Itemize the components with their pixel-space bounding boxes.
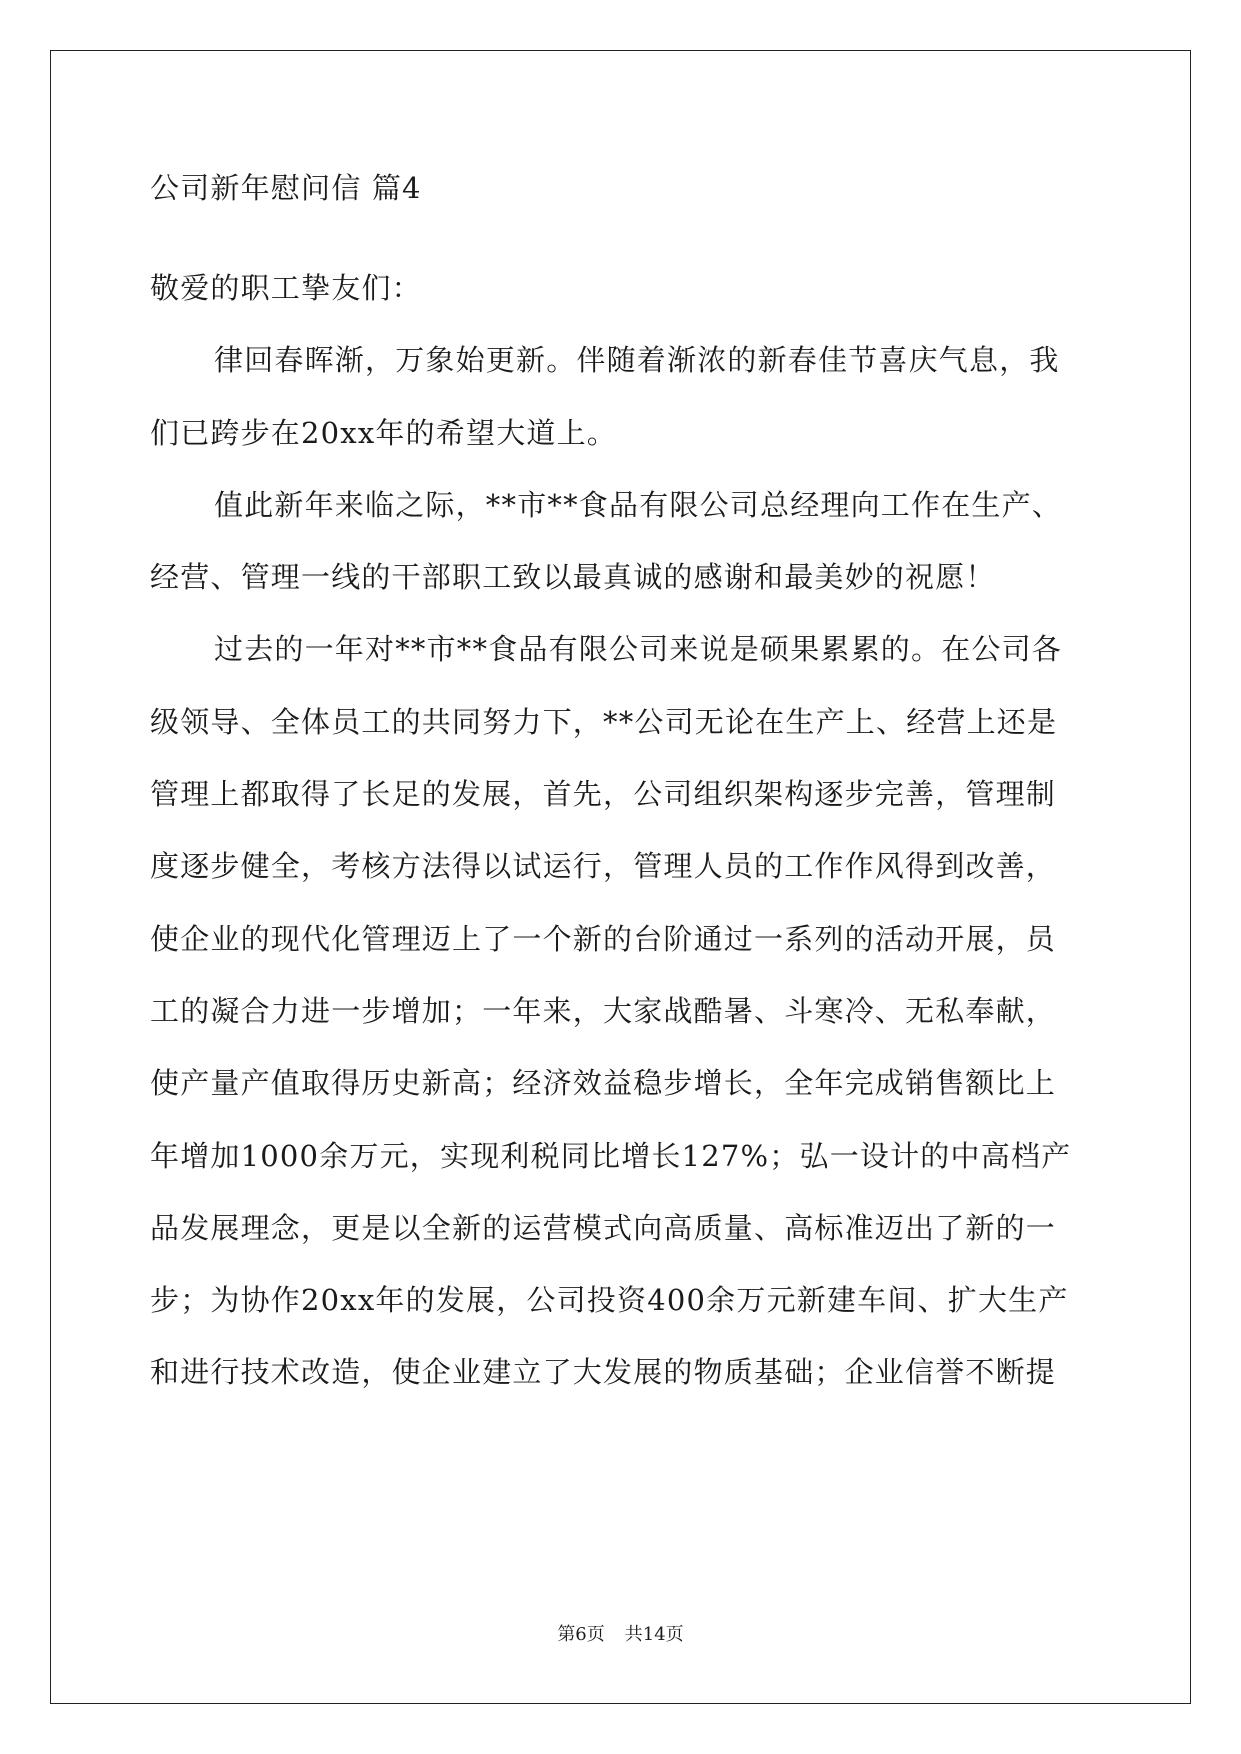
body-line: 品发展理念，更是以全新的运营模式向高质量、高标准迈出了新的一 — [150, 1210, 1057, 1245]
body-line: 级领导、全体员工的共同努力下，**公司无论在生产上、经营上还是 — [150, 704, 1058, 739]
body-line: 经营、管理一线的干部职工致以最真诚的感谢和最美妙的祝愿！ — [150, 560, 996, 595]
body-line: 律回春晖渐，万象始更新。伴随着渐浓的新春佳节喜庆气息，我 — [214, 343, 1060, 378]
page-footer — [0, 1623, 1241, 1647]
body-line: 使企业的现代化管理迈上了一个新的台阶通过一系列的活动开展，员 — [150, 921, 1057, 956]
body-line: 使产量产值取得历史新高；经济效益稳步增长，全年完成销售额比上 — [150, 1066, 1057, 1101]
body-line: 管理上都取得了长足的发展，首先，公司组织架构逐步完善，管理制 — [150, 777, 1057, 812]
body-lines — [150, 340, 1095, 1424]
body-line: 和进行技术改造，使企业建立了大发展的物质基础；企业信誉不断提 — [150, 1355, 1057, 1390]
body-line: 过去的一年对**市**食品有限公司来说是硕果累累的。在公司各 — [214, 632, 1063, 667]
page-total: 共14页 — [624, 1624, 684, 1645]
salutation: 敬爱的职工挚友们： — [150, 271, 422, 305]
body-line: 值此新年来临之际，**市**食品有限公司总经理向工作在生产、 — [214, 487, 1063, 522]
body-line: 工的凝合力进一步增加；一年来，大家战酷暑、斗寒冷、无私奉献， — [150, 993, 1057, 1028]
body-line: 度逐步健全，考核方法得以试运行，管理人员的工作作风得到改善， — [150, 849, 1057, 884]
document-title: 公司新年慰问信 篇4 — [150, 171, 422, 205]
body-line: 年增加1000余万元，实现利税同比增长127%；弘一设计的中高档产 — [150, 1138, 1072, 1173]
page-number: 第6页 — [557, 1624, 605, 1645]
document-body — [150, 168, 1095, 1425]
body-line: 步；为协作20xx年的发展，公司投资400余万元新建车间、扩大生产 — [150, 1283, 1069, 1318]
body-line: 们已跨步在20xx年的希望大道上。 — [150, 415, 618, 450]
